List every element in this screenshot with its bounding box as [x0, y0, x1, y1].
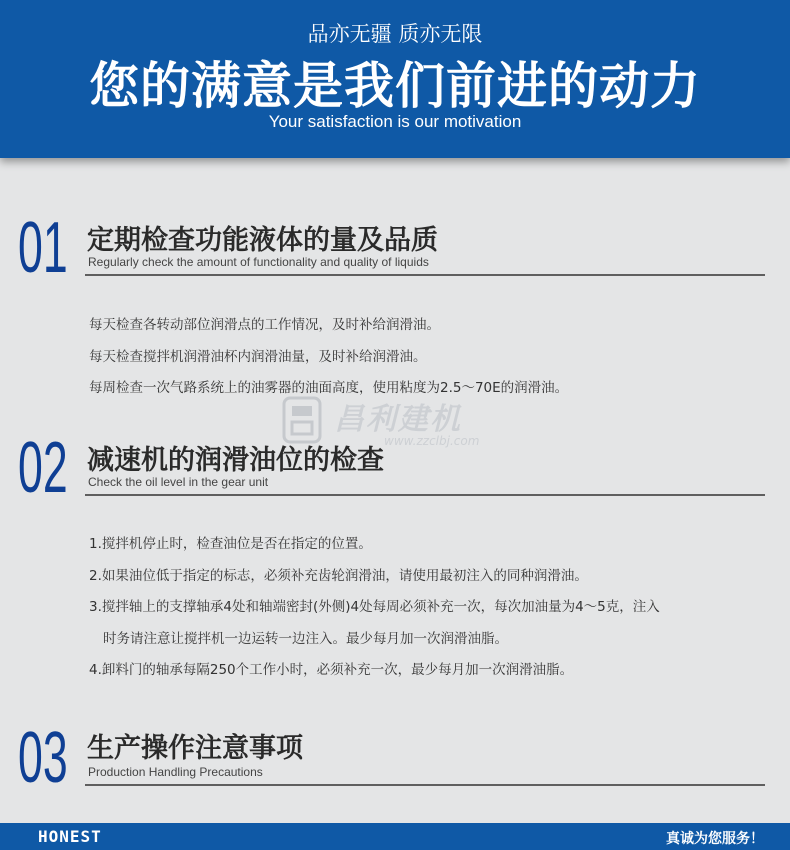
section-number: 03 — [18, 718, 68, 798]
section-divider — [85, 784, 765, 786]
footer-brand: HONEST — [38, 827, 102, 846]
section-number: 02 — [18, 428, 68, 508]
header-slogan: 品亦无疆 质亦无限 — [307, 22, 483, 46]
section-divider — [85, 494, 765, 496]
header-subtitle: Your satisfaction is our motivation — [268, 112, 522, 131]
section-title: 减速机的润滑油位的检查 — [87, 445, 384, 476]
header-title: 您的满意是我们前进的动力 — [89, 57, 701, 115]
body-line: 1.搅拌机停止时，检查油位是否在指定的位置。 — [89, 536, 372, 552]
section-number: 01 — [18, 208, 68, 288]
body-line: 每天检查搅拌机润滑油杯内润滑油量，及时补给润滑油。 — [89, 348, 427, 365]
section-body — [89, 310, 568, 405]
section-subtitle: Regularly check the amount of functionality and quality of liquids — [88, 255, 429, 269]
section-subtitle: Check the oil level in the gear unit — [88, 475, 269, 489]
watermark-name: 昌利建机 — [334, 402, 462, 437]
header-banner — [0, 0, 790, 158]
body-line: 3.搅拌轴上的支撑轴承4处和轴端密封(外侧)4处每周必须补充一次，每次加油量为4～5克，注入 — [89, 599, 660, 615]
body-line: 时务请注意让搅拌机一边运转一边注入。最少每月加一次润滑油脂。 — [103, 630, 508, 647]
footer-bar — [0, 823, 790, 850]
section-body — [89, 529, 660, 687]
section-title: 生产操作注意事项 — [87, 733, 303, 764]
watermark-url: www.zzclbj.com — [384, 434, 480, 448]
section-title: 定期检查功能液体的量及品质 — [87, 225, 438, 256]
section-subtitle: Production Handling Precautions — [88, 765, 263, 779]
section-divider — [85, 274, 765, 276]
body-line: 每天检查各转动部位润滑点的工作情况，及时补给润滑油。 — [89, 317, 440, 333]
footer-service-text: 真诚为您服务！ — [666, 831, 764, 847]
body-line: 2.如果油位低于指定的标志，必须补充齿轮润滑油，请使用最初注入的同种润滑油。 — [89, 567, 588, 584]
body-line: 4.卸料门的轴承每隔250个工作小时，必须补充一次，最少每月加一次润滑油脂。 — [89, 662, 574, 678]
body-line: 每周检查一次气路系统上的油雾器的油面高度，使用粘度为2.5～70E的润滑油。 — [89, 380, 569, 396]
